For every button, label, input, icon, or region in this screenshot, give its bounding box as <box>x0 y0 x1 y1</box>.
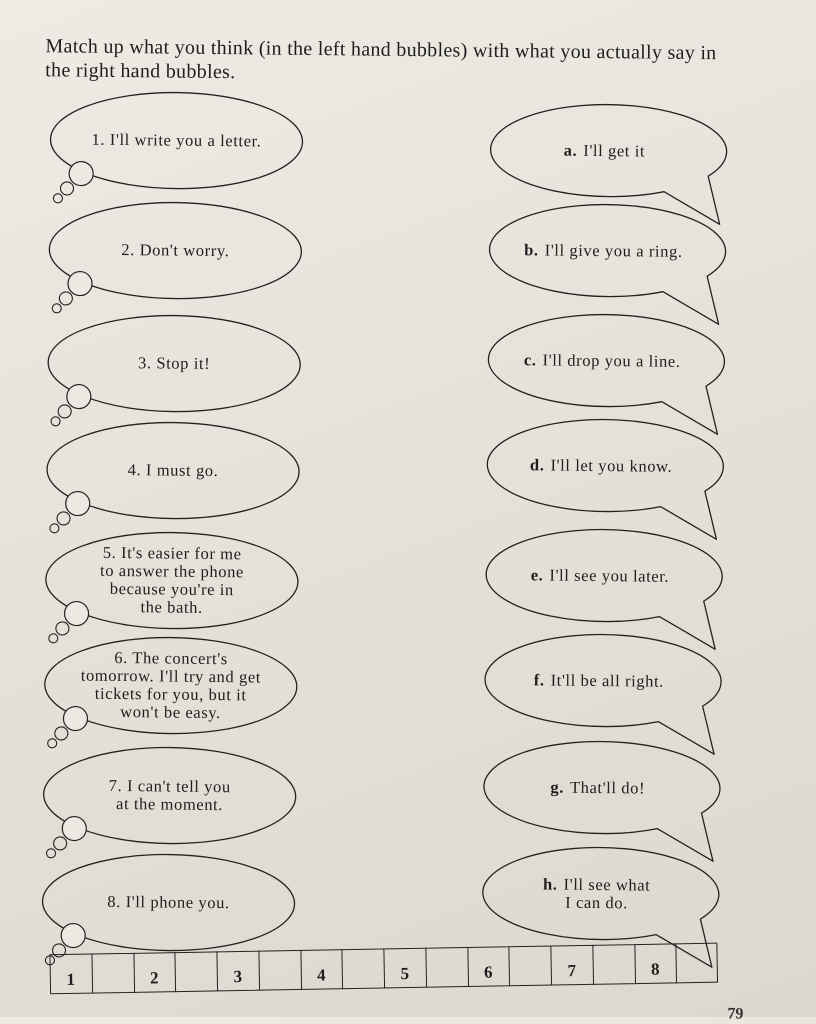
answer-box-3[interactable] <box>258 950 300 991</box>
answer-box-7[interactable] <box>592 944 634 985</box>
thought-text-line: 2. Don't worry. <box>121 240 230 261</box>
thought-dot-medium <box>59 292 72 305</box>
thought-text-line: tickets for you, but it <box>94 683 247 705</box>
answer-grid-number: 5 <box>400 964 410 984</box>
saying-text-h <box>482 853 711 935</box>
thought-text-5 <box>51 537 292 624</box>
saying-text-a <box>490 110 719 192</box>
thought-dot-small <box>51 417 60 426</box>
thought-text-8 <box>48 859 289 946</box>
thought-text-line: won't be easy. <box>120 702 221 723</box>
answer-grid-number: 3 <box>233 966 243 987</box>
thought-dot-medium <box>58 405 71 418</box>
thought-text-3 <box>54 320 295 407</box>
thought-dot-small <box>53 194 62 203</box>
answer-box-6[interactable] <box>509 946 551 987</box>
thought-dot-medium <box>55 727 68 740</box>
saying-letter: g. <box>550 777 565 797</box>
answer-box-2[interactable] <box>175 951 217 992</box>
thought-dot-medium <box>54 837 67 850</box>
thought-text-line: 7. I can't tell you <box>108 775 231 797</box>
thought-text-line: 4. I must go. <box>127 460 219 481</box>
answer-grid-number: 6 <box>483 962 493 982</box>
saying-text-line: I'll see what <box>563 874 651 895</box>
thought-text-line: because you're in <box>109 578 234 600</box>
saying-text-line: I'll drop you a line. <box>542 350 681 371</box>
thought-text-line: the bath. <box>140 597 203 617</box>
saying-letter: f. <box>533 670 545 690</box>
saying-text-e <box>486 535 715 617</box>
thought-dot-medium <box>56 622 69 635</box>
saying-letter: d. <box>529 455 545 475</box>
thought-dot-medium <box>60 182 73 195</box>
answer-box-4[interactable] <box>342 948 384 989</box>
saying-text-g <box>483 747 712 829</box>
thought-text-line: at the moment. <box>116 793 224 815</box>
saying-letter: a. <box>563 140 578 160</box>
answer-box-1[interactable] <box>91 953 133 994</box>
saying-text-c <box>488 320 717 402</box>
saying-text-b <box>489 210 718 292</box>
saying-text-line: I'll let you know. <box>550 455 673 476</box>
thought-dot-small <box>48 739 57 748</box>
answer-grid-number: 7 <box>567 961 577 981</box>
page-number: 79 <box>727 1005 744 1023</box>
instructions-text: Match up what you think (in the left hand bubbles) with what you actually say in the right hand bubbles. <box>45 35 717 84</box>
saying-text-f <box>484 640 713 722</box>
answer-grid-number: 2 <box>149 968 159 988</box>
saying-text-line: I can do. <box>565 892 628 913</box>
thought-text-line: 1. I'll write you a letter. <box>91 129 262 151</box>
answer-grid-number: 1 <box>66 969 76 990</box>
thought-text-2 <box>55 207 296 294</box>
thought-dot-medium <box>57 512 70 525</box>
thought-text-6 <box>50 642 291 729</box>
saying-text-line: I'll get it <box>583 140 646 161</box>
thought-dot-small <box>46 849 55 858</box>
thought-text-line: 3. Stop it! <box>138 353 211 373</box>
answer-box-8[interactable] <box>676 943 718 984</box>
answer-grid-number: 8 <box>650 959 660 979</box>
thought-dot-small <box>50 524 59 533</box>
thought-text-line: 8. I'll phone you. <box>107 891 230 913</box>
thought-text-4 <box>53 427 294 514</box>
saying-text-d <box>487 425 716 507</box>
thought-text-line: tomorrow. I'll try and get <box>80 665 262 687</box>
thought-text-7 <box>49 752 290 839</box>
thought-text-line: 6. The concert's <box>114 647 228 669</box>
answer-box-5[interactable] <box>425 947 467 988</box>
saying-text-line: That'll do! <box>569 777 646 798</box>
saying-text-line: I'll give you a ring. <box>544 240 683 261</box>
thought-text-1 <box>56 97 297 184</box>
saying-letter: b. <box>524 240 539 260</box>
thought-dot-small <box>52 304 61 313</box>
thought-text-line: to answer the phone <box>99 560 245 582</box>
thought-text-line: 5. It's easier for me <box>102 542 242 564</box>
saying-text-line: It'll be all right. <box>550 670 665 691</box>
saying-letter: c. <box>523 350 537 370</box>
saying-letter: h. <box>542 874 558 894</box>
saying-letter: e. <box>530 565 544 585</box>
saying-text-line: I'll see you later. <box>549 565 670 586</box>
answer-grid-number: 4 <box>316 965 326 985</box>
